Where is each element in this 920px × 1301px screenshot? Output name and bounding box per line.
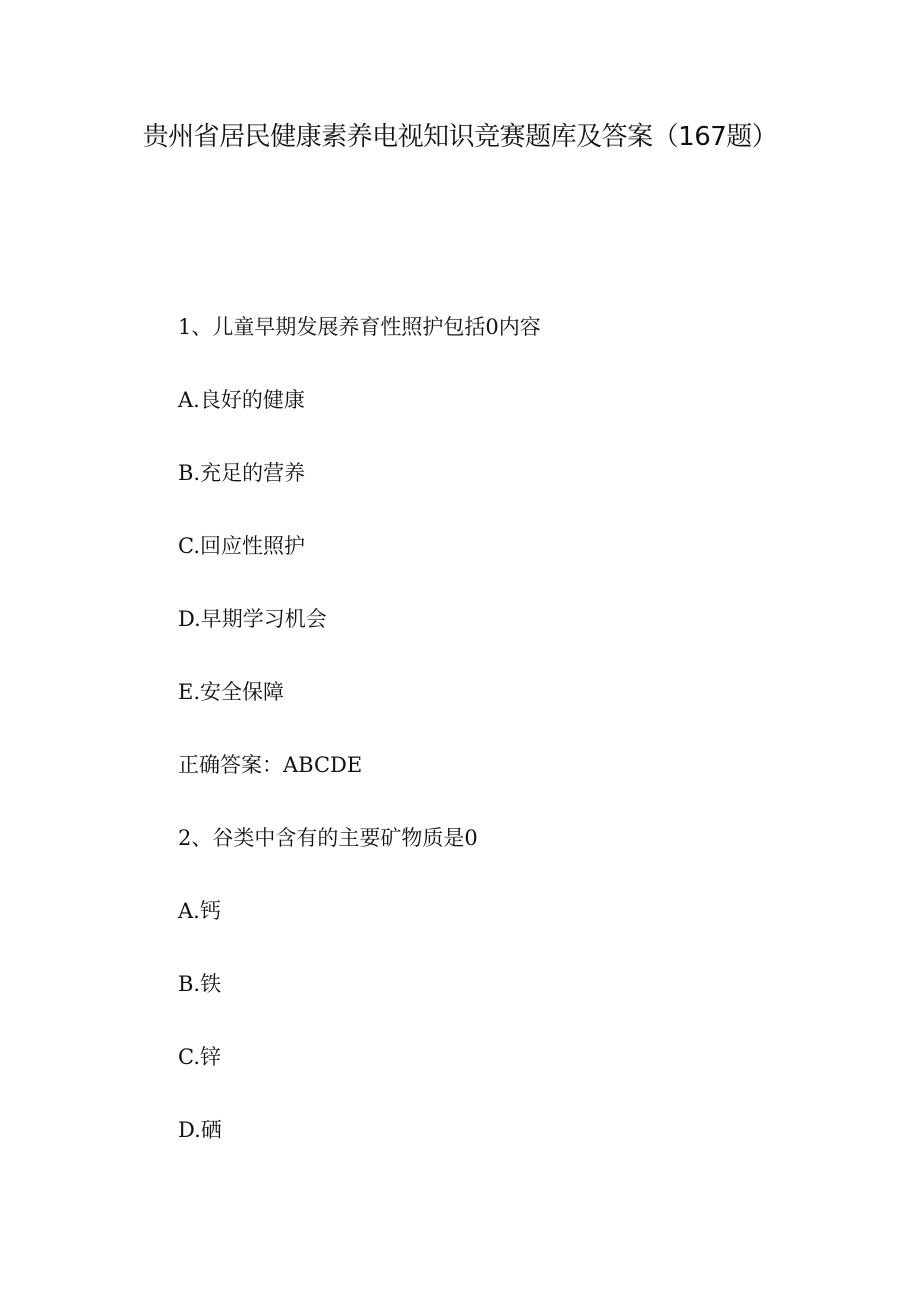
question-2	[178, 823, 818, 1145]
option-a: A.良好的健康	[178, 388, 305, 412]
option-a: A.钙	[178, 899, 221, 923]
question-stem: 2、谷类中含有的主要矿物质是0	[178, 826, 478, 850]
option-e: E.安全保障	[178, 680, 285, 704]
correct-answer: 正确答案：ABCDE	[178, 753, 363, 777]
option-b: B.充足的营养	[178, 461, 306, 485]
option-b: B.铁	[178, 972, 222, 996]
question-list	[178, 312, 818, 1188]
question-stem: 1、儿童早期发展养育性照护包括0内容	[178, 315, 541, 339]
option-d: D.硒	[178, 1118, 222, 1142]
question-1	[178, 312, 818, 780]
option-c: C.锌	[178, 1045, 221, 1069]
option-c: C.回应性照护	[178, 534, 305, 558]
document-title: 贵州省居民健康素养电视知识竞赛题库及答案（167题）	[142, 122, 778, 152]
option-d: D.早期学习机会	[178, 607, 327, 631]
